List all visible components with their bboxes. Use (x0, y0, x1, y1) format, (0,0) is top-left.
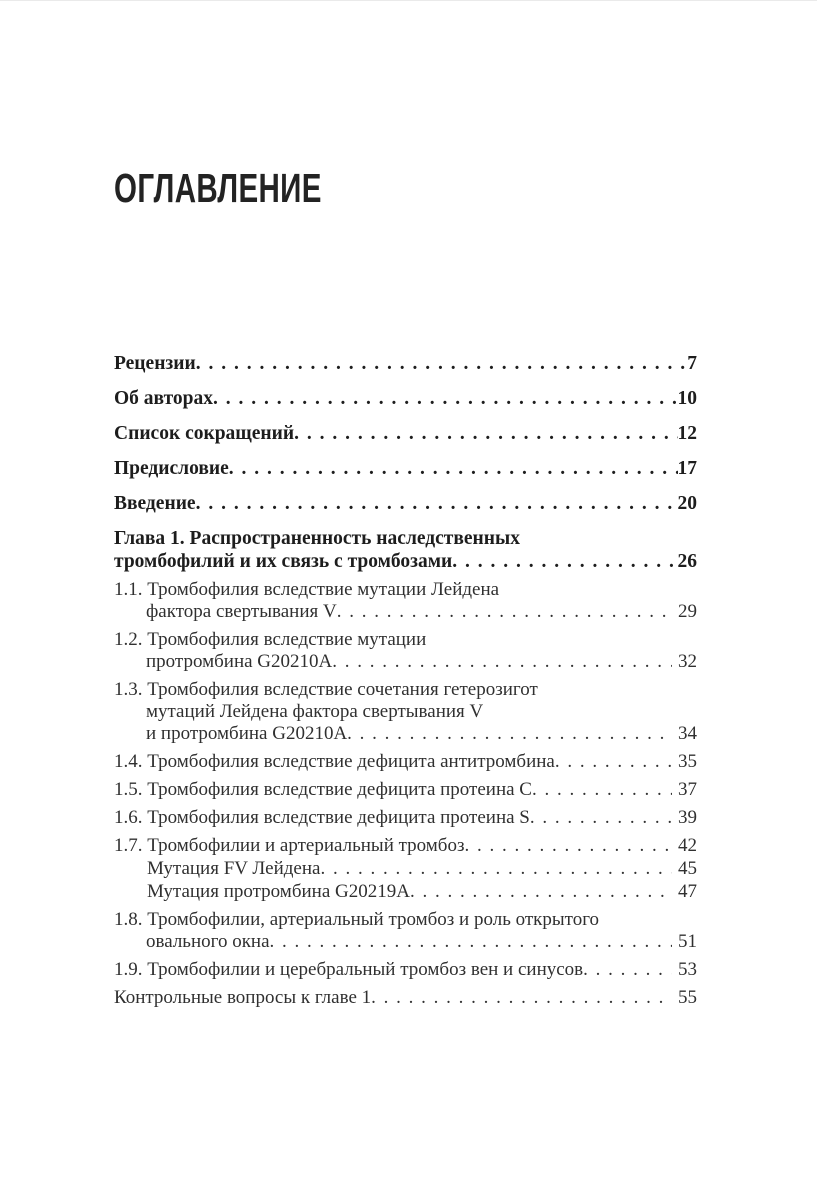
toc-entry-text: Мутация протромбина G20219A (147, 881, 410, 902)
toc-page-number: 35 (678, 751, 697, 772)
toc-entry (114, 457, 697, 480)
toc-entry-text: 1.1. Тромбофилия вследствие мутации Лейдена (114, 579, 500, 600)
toc-page-number: 32 (678, 651, 697, 672)
dot-leader (452, 550, 677, 573)
toc-entry-text: протромбина G20210A (146, 651, 333, 672)
toc-entry-text: тромбофилий и их связь с тромбозами (114, 551, 453, 572)
toc-entry-line (114, 422, 697, 445)
toc-entry-line (147, 881, 697, 903)
toc-entry-text: 1.6. Тромбофилия вследствие дефицита протеина S (114, 807, 530, 828)
toc-entry-line (114, 579, 697, 601)
toc-entry-line (114, 835, 697, 857)
toc-page-number: 29 (678, 601, 697, 622)
toc-page-number: 12 (677, 423, 697, 444)
toc-entry (114, 858, 697, 880)
toc-page-number: 45 (678, 858, 697, 879)
toc-entry-text: мутаций Лейдена фактора свертывания V (146, 701, 484, 722)
dot-leader (294, 422, 677, 445)
dot-leader (530, 807, 672, 829)
toc-entry-line (114, 651, 697, 673)
toc-entry-text: 1.8. Тромбофилии, артериальный тромбоз и роль открытого (114, 909, 600, 930)
dot-leader (555, 751, 672, 773)
toc-page-number: 47 (678, 881, 697, 902)
toc-entry-line (147, 858, 697, 880)
toc-entry-text: Рецензии (114, 353, 196, 374)
toc-entry-text: Мутация FV Лейдена (147, 858, 321, 879)
toc-entry-line (114, 723, 697, 745)
toc-entry-text: Контрольные вопросы к главе 1 (114, 987, 372, 1008)
toc-entry-text: Введение (114, 493, 196, 514)
toc-entry-line (114, 492, 697, 515)
toc-page-number: 26 (677, 551, 697, 572)
toc-entry (114, 909, 697, 953)
dot-leader (332, 651, 672, 673)
toc-entry-line (114, 457, 697, 480)
toc-entry (114, 579, 697, 623)
toc-entry-text: Список сокращений (114, 423, 295, 444)
toc-entry-line (114, 959, 697, 981)
toc-entry-text: и протромбина G20210A (146, 723, 348, 744)
toc-page-number: 7 (687, 353, 697, 374)
toc-entry-line (114, 387, 697, 410)
toc-entry (114, 881, 697, 903)
toc-entry-text: 1.3. Тромбофилия вследствие сочетания гетерозигот (114, 679, 538, 700)
toc-entry-text: фактора свертывания V (146, 601, 337, 622)
dot-leader (320, 858, 672, 880)
toc-entry (114, 387, 697, 410)
toc-entry (114, 959, 697, 981)
toc-entry-line (114, 527, 697, 550)
toc-entry (114, 629, 697, 673)
toc-entry (114, 751, 697, 773)
dot-leader (583, 959, 672, 981)
toc-page-number: 10 (677, 388, 697, 409)
toc-entry-line (114, 987, 697, 1009)
toc-entry (114, 987, 697, 1009)
toc-page-number: 37 (678, 779, 697, 800)
toc-entry (114, 492, 697, 515)
toc-entry-line (114, 751, 697, 773)
toc-page-number: 42 (678, 835, 697, 856)
toc-entry-text: 1.9. Тромбофилии и церебральный тромбоз вен и синусов (114, 959, 584, 980)
toc-entry-line (114, 629, 697, 651)
toc-page-number: 53 (678, 959, 697, 980)
dot-leader (229, 457, 678, 480)
dot-leader (270, 931, 672, 953)
toc-entry-line (114, 679, 697, 701)
toc-entry-text: Глава 1. Распространенность наследственных (114, 528, 521, 549)
toc-entry (114, 352, 697, 375)
toc-entry (114, 779, 697, 801)
toc-page-number: 55 (678, 987, 697, 1008)
dot-leader (196, 492, 678, 515)
toc-entry-text: Об авторах (114, 388, 214, 409)
toc-entry (114, 807, 697, 829)
toc-entry (114, 422, 697, 445)
toc-page-number: 39 (678, 807, 697, 828)
toc-entry-line (114, 550, 697, 573)
toc-entry-line (114, 931, 697, 953)
toc-entry-line (114, 909, 697, 931)
toc-entry-text: 1.4. Тромбофилия вследствие дефицита антитромбина (114, 751, 555, 772)
toc-page-number: 20 (677, 493, 697, 514)
toc-page-number: 51 (678, 931, 697, 952)
toc-entry-line (114, 779, 697, 801)
toc-entry-text: 1.2. Тромбофилия вследствие мутации (114, 629, 427, 650)
dot-leader (464, 835, 672, 857)
dot-leader (213, 387, 677, 410)
dot-leader (196, 352, 688, 375)
toc-page-number: 34 (678, 723, 697, 744)
toc-entry-text: 1.5. Тромбофилия вследствие дефицита протеина C (114, 779, 532, 800)
dot-leader (410, 881, 672, 903)
page-title: ОГЛАВЛЕНИЕ (114, 165, 322, 211)
toc-entry-line (114, 352, 697, 375)
toc-entry-line (114, 807, 697, 829)
toc-entry-text: Предисловие (114, 458, 229, 479)
toc-page-number: 17 (677, 458, 697, 479)
toc-list (114, 352, 697, 1009)
dot-leader (532, 779, 672, 801)
toc-entry-line (114, 601, 697, 623)
toc-entry-line (114, 701, 697, 723)
toc-entry (114, 679, 697, 745)
dot-leader (371, 987, 672, 1009)
toc-entry-text: 1.7. Тромбофилии и артериальный тромбоз (114, 835, 465, 856)
toc-entry-text: овального окна (146, 931, 270, 952)
toc-entry (114, 527, 697, 573)
dot-leader (347, 723, 672, 745)
toc-entry (114, 835, 697, 857)
dot-leader (337, 601, 672, 623)
